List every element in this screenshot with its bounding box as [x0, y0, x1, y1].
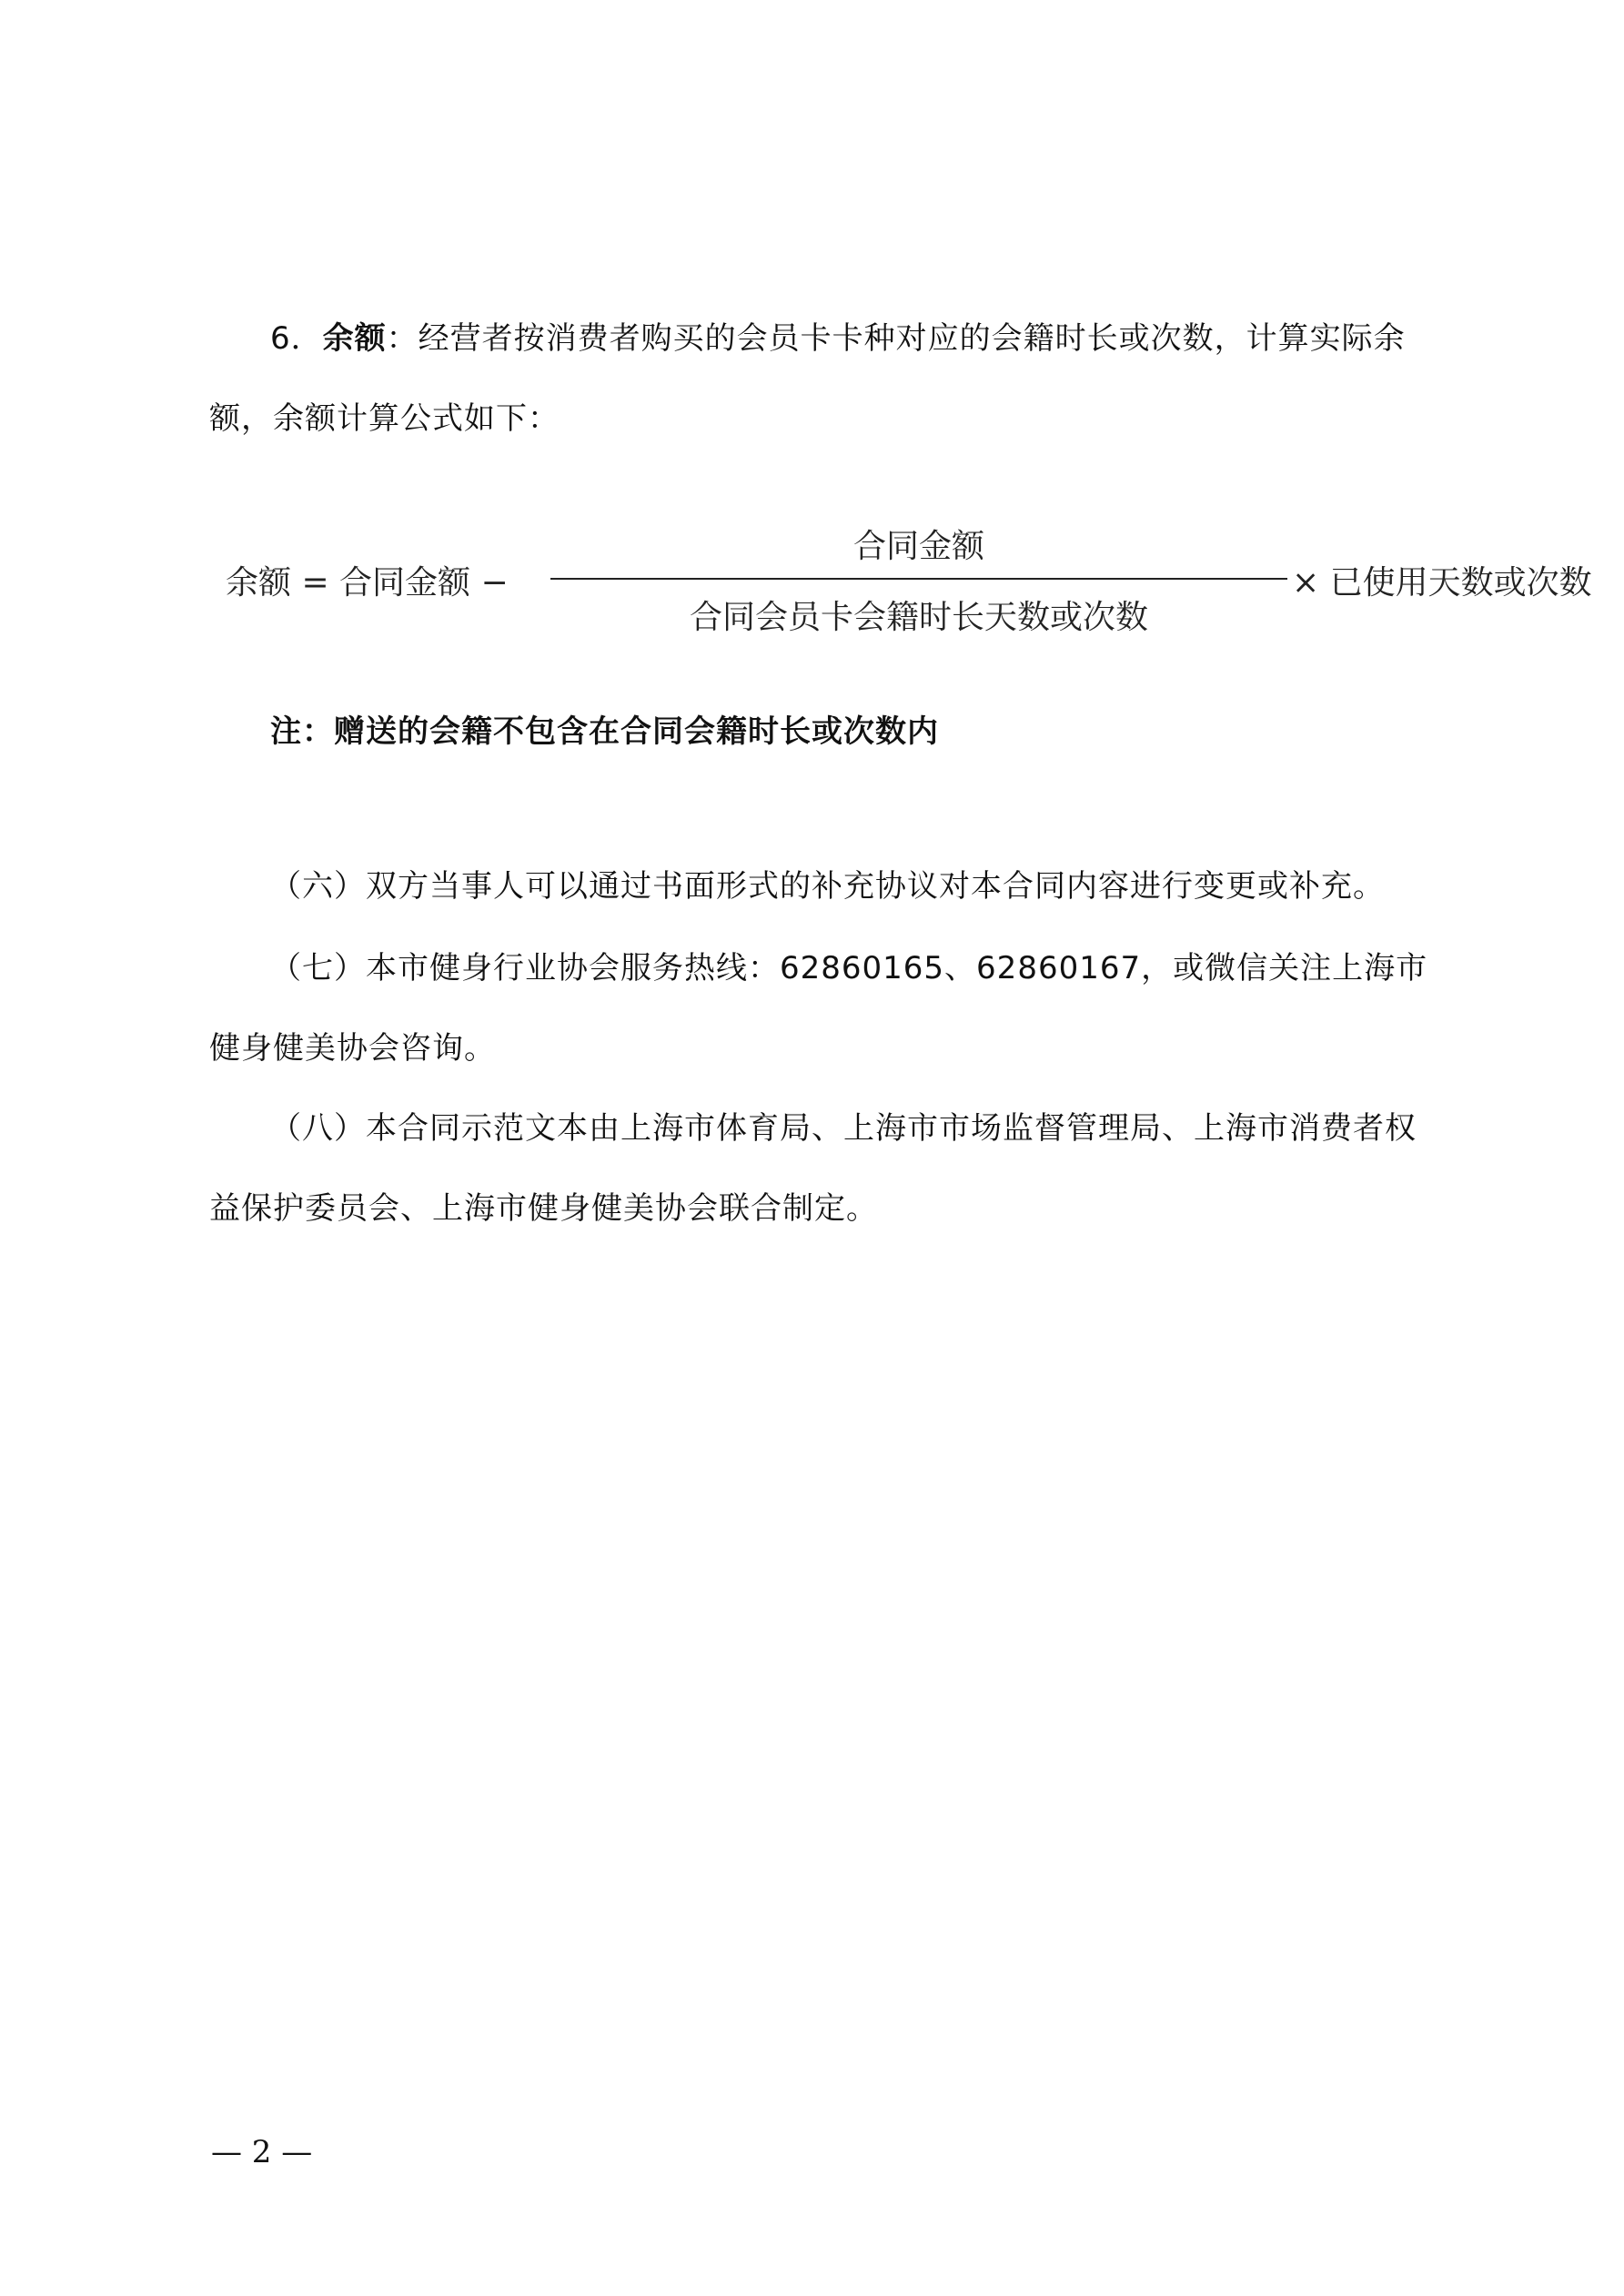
fraction-bar — [550, 578, 1287, 580]
formula-denominator: 合同会员卡会籍时长天数或次数 — [689, 599, 1148, 636]
page-number: — 2 — — [211, 2134, 313, 2170]
formula-lhs: 余额 = 合同金额 − — [226, 564, 509, 602]
clause-6-paragraph: （六）双方当事人可以通过书面形式的补充协议对本合同内容进行变更或补充。 — [270, 868, 1385, 905]
clause-8-paragraph: （八）本合同示范文本由上海市体育局、上海市市场监督管理局、上海市消费者权益保护委员会、上海市健身健美协会联合制定。 — [209, 1110, 1417, 1227]
item-6-number: 6． — [270, 320, 323, 357]
item-6-paragraph — [209, 298, 1433, 459]
formula-rhs: × 已使用天数或次数 — [1292, 564, 1592, 602]
balance-formula — [226, 521, 1592, 643]
clause-7-paragraph: （七）本市健身行业协会服务热线：62860165、62860167，或微信关注上海市健身健美协会咨询。 — [209, 950, 1428, 1067]
formula-numerator: 合同金额 — [852, 528, 984, 565]
item-6-text: ：经营者按消费者购买的会员卡卡种对应的会籍时长或次数，计算实际余额，余额计算公式如下： — [209, 320, 1406, 437]
item-6-term: 余额 — [322, 320, 387, 357]
note-paragraph: 注：赠送的会籍不包含在合同会籍时长或次数内 — [270, 713, 939, 750]
formula-fraction — [550, 521, 1287, 643]
